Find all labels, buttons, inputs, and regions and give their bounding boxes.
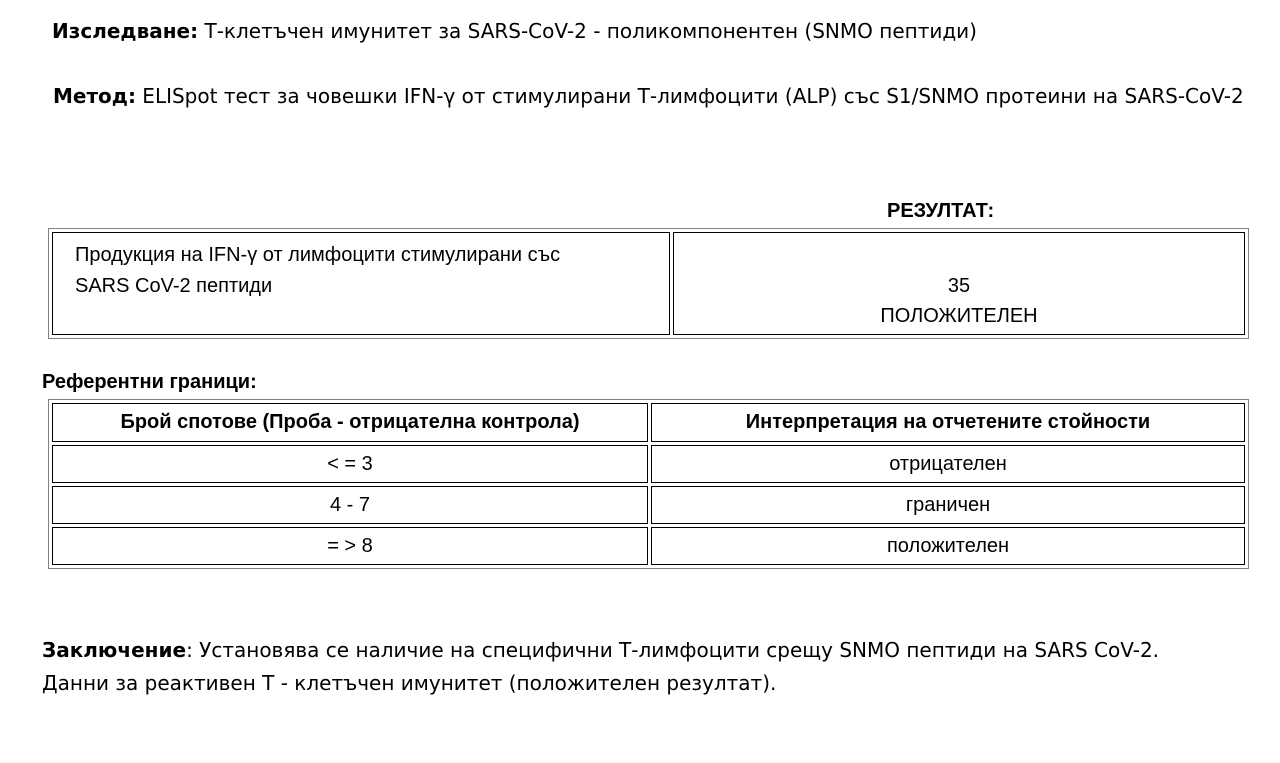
study-label: Изследване: [52,19,199,43]
method-text: ELISpot тест за човешки IFN-γ от стимулирани Т-лимфоцити (ALP) със S1/SNMO протеини на SARS-CoV-2 [135,84,1244,108]
reference-spots-cell: < = 3 [52,445,648,483]
reference-column-header: Брой спотове (Проба - отрицателна контрола) [52,403,648,442]
reference-spots-cell: = > 8 [52,527,648,565]
result-row [52,232,1245,335]
conclusion-line1 [42,634,1159,667]
table-row [52,445,1245,483]
reference-heading: Референтни граници: [42,371,257,393]
table-row [52,486,1245,524]
result-label-line1: Продукция на IFN-γ от лимфоцити стимулирани със [75,244,561,266]
conclusion-text: : Установява се наличие на специфични Т-лимфоцити срещу SNMO пептиди на SARS CoV-2. [186,638,1160,662]
reference-interpretation-cell: граничен [651,486,1245,524]
result-value-cell [673,232,1245,335]
result-label-cell [52,232,670,335]
table-row [52,527,1245,565]
conclusion-label: Заключение [42,638,187,662]
reference-spots-cell: 4 - 7 [52,486,648,524]
result-interpretation: ПОЛОЖИТЕЛЕН [880,305,1038,327]
reference-interpretation-cell: отрицателен [651,445,1245,483]
study-text: Т-клетъчен имунитет за SARS-CoV-2 - поликомпонентен (SNMO пептиди) [198,19,977,43]
reference-header-row [52,403,1245,442]
study-line [52,19,977,43]
result-label-line2: SARS CoV-2 пептиди [75,275,273,297]
reference-table [48,399,1249,569]
method-label: Метод: [53,84,136,108]
result-value: 35 [947,275,971,297]
method-line [53,84,1244,108]
result-heading: РЕЗУЛТАТ: [887,200,995,222]
conclusion-line2: Данни за реактивен Т - клетъчен имунитет (положителен резултат). [42,671,777,695]
conclusion-block [42,634,1159,700]
reference-column-header: Интерпретация на отчетените стойности [651,403,1245,442]
result-table [48,228,1249,339]
reference-interpretation-cell: положителен [651,527,1245,565]
